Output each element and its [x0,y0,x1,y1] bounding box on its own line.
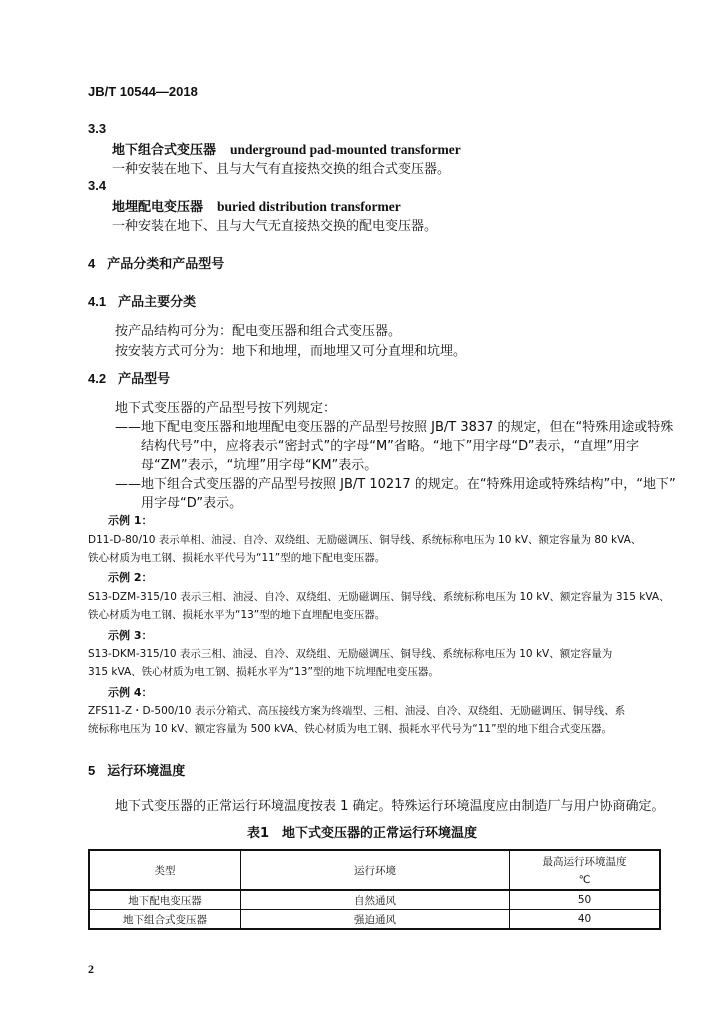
term-heading [112,139,461,158]
paragraph-line: 地下式变压器的正常运行环境温度按表 1 确定。特殊运行环境温度应由制造厂与用户协商确定。 [115,799,665,814]
example-line: S13-DZM-315/10 表示三相、油浸、自冷、双绕组、无励磁调压、铜导线、系统标称电压为 10 kV、额定容量为 315 kVA、 [88,591,670,603]
list-item-line: 结构代号”中，应将表示“密封式”的字母“M”省略。“地下”用字母“D”表示，“直埋”用字 [141,439,639,454]
subsection-heading: 4.1 产品主要分类 [88,294,197,310]
subsection-heading: 4.2 产品型号 [88,371,171,387]
list-item-line: 母“ZM”表示，“坑埋”用字母“KM”表示。 [141,458,378,473]
term-english: underground pad-mounted transformer [230,142,461,157]
table-cell: 强迫通风 [240,910,509,930]
document-code: JB/T 10544—2018 [88,84,198,99]
table-header-row [89,850,660,890]
term-definition: 一种安装在地下、且与大气无直接热交换的配电变压器。 [112,219,438,234]
term-chinese: 地下组合式变压器 [112,143,217,158]
paragraph-line: 按安装方式可分为：地下和地埋，而地埋又可分直埋和坑埋。 [115,344,467,359]
section-heading: 5 运行环境温度 [88,763,186,779]
example-label: 示例 3： [108,629,153,642]
table-row [89,890,660,910]
example-line: D11-D-80/10 表示单相、油浸、自冷、双绕组、无励磁调压、铜导线、系统标称电压为 10 kV、额定容量为 80 kVA、 [88,534,642,546]
paragraph-line: 地下式变压器的产品型号按下列规定： [115,401,337,416]
example-line: 统标称电压为 10 kV、额定容量为 500 kVA、铁心材质为电工钢、损耗水平代号为“11”型的地下组合式变压器。 [88,723,613,735]
term-chinese: 地埋配电变压器 [112,200,204,215]
term-heading [112,196,401,215]
example-line: 铁心材质为电工钢、损耗水平代号为“11”型的地下配电变压器。 [88,552,386,564]
table-header-cell: 运行环境 [240,850,509,890]
term-number: 3.4 [88,178,107,193]
example-line: 铁心材质为电工钢、损耗水平为“13”型的地下直埋配电变压器。 [88,609,386,621]
paragraph-line: 按产品结构可分为：配电变压器和组合式变压器。 [115,324,402,339]
example-line: 315 kVA、铁心材质为电工钢、损耗水平为“13”型的地下坑埋配电变压器。 [88,666,439,678]
example-label: 示例 1： [108,514,153,527]
temperature-table [88,849,661,930]
page-number: 2 [88,962,94,976]
example-label: 示例 4： [108,686,153,699]
table-cell: 地下配电变压器 [89,890,240,910]
table-header-cell: 最高运行环境温度 ℃ [510,850,661,890]
example-line: S13-DKM-315/10 表示三相、油浸、自冷、双绕组、无励磁调压、铜导线、系统标称电压为 10 kV、额定容量为 [88,648,613,660]
table-cell: 40 [510,910,661,930]
table-cell: 地下组合式变压器 [89,910,240,930]
table-header-cell: 类型 [89,850,240,890]
term-definition: 一种安装在地下、且与大气有直接热交换的组合式变压器。 [112,162,451,177]
list-item-line: ——地下组合式变压器的产品型号按照 JB/T 10217 的规定。在“特殊用途或特殊结构”中，“地下” [115,477,676,492]
table-cell: 50 [510,890,661,910]
table-caption: 表1 地下式变压器的正常运行环境温度 [246,826,478,841]
list-item-line: 用字母“D”表示。 [141,496,243,511]
example-line: ZFS11-Z・D-500/10 表示分箱式、高压接线方案为终端型、三相、油浸、自冷、双绕组、无励磁调压、铜导线、系 [88,705,626,717]
table-row [89,910,660,930]
example-label: 示例 2： [108,571,153,584]
table-cell: 自然通风 [240,890,509,910]
section-heading: 4 产品分类和产品型号 [88,256,225,272]
list-item-line: ——地下配电变压器和地埋配电变压器的产品型号按照 JB/T 3837 的规定，但在“特殊用途或特殊 [115,420,674,435]
term-number: 3.3 [88,121,107,136]
term-english: buried distribution transformer [217,199,401,214]
